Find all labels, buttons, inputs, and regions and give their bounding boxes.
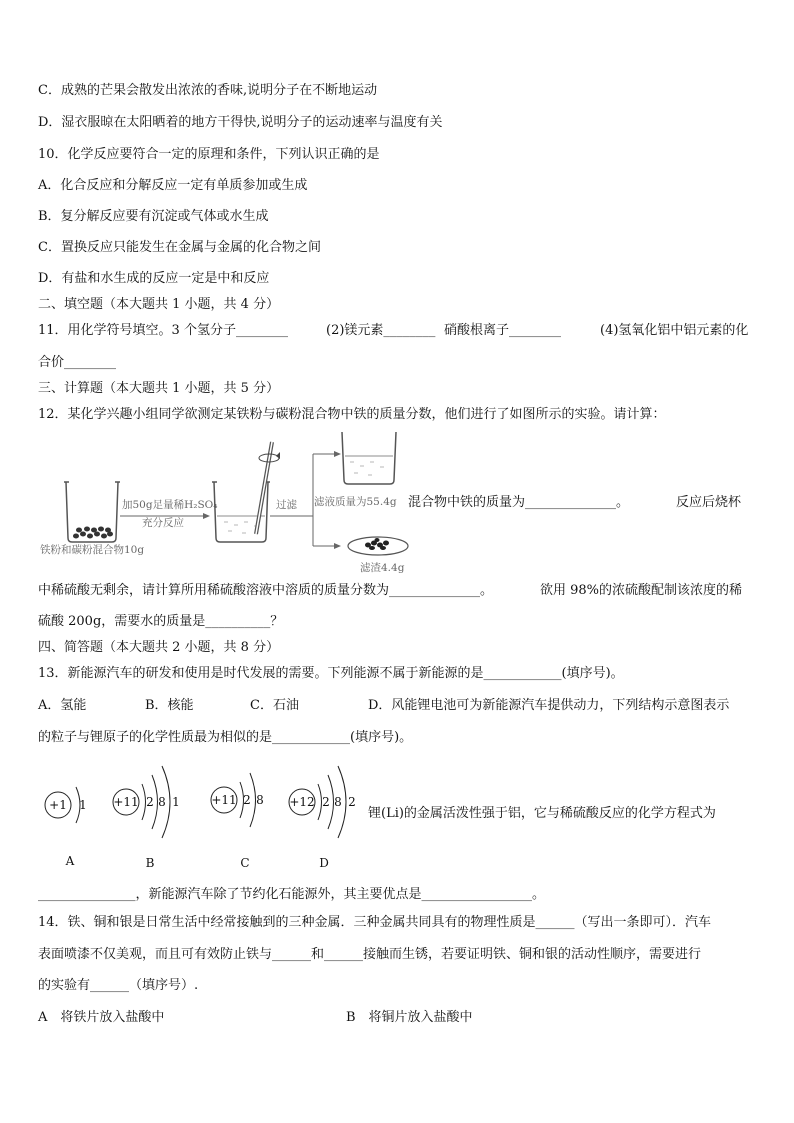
- q13-similar-particle: 的粒子与锂原子的化学性质最为相似的是____________(填序号)。: [38, 730, 413, 745]
- beaker-filtrate: [342, 432, 396, 484]
- reagent-sub-label: 充分反应: [142, 517, 184, 529]
- option-c-mango: C．成熟的芒果会散发出浓浓的香味,说明分子在不断地运动: [38, 83, 378, 98]
- svg-text:8: 8: [256, 793, 264, 807]
- q14-experiments: 的实验有______（填序号）.: [38, 978, 199, 993]
- svg-text:+11: +11: [211, 793, 237, 807]
- q12-water-mass: 硫酸 200g，需要水的质量是__________？: [38, 614, 284, 629]
- svg-text:2: 2: [146, 795, 154, 809]
- atom-b: [113, 766, 180, 870]
- q13-option-b: B．核能: [145, 698, 194, 713]
- section-short-answer-heading: 四、简答题（本大题共 2 小题，共 8 分）: [38, 640, 280, 655]
- svg-text:8: 8: [158, 795, 166, 809]
- q14-option-a: A 将铁片放入盐酸中: [38, 1010, 165, 1025]
- question-12: 12．某化学兴趣小组同学欲测定某铁粉与碳粉混合物中铁的质量分数，他们进行了如图所示的实验。请计算：: [38, 407, 666, 422]
- mixture-label: 铁粉和碳粉混合物10g: [40, 544, 145, 556]
- svg-text:1: 1: [79, 798, 87, 812]
- svg-text:B: B: [145, 856, 155, 870]
- question-10: 10．化学反应要符合一定的原理和条件，下列认识正确的是: [38, 147, 380, 162]
- q10-option-b: B．复分解反应要有沉淀或气体或水生成: [38, 209, 269, 224]
- svg-text:2: 2: [322, 795, 330, 809]
- section-calc-heading: 三、计算题（本大题共 1 小题，共 5 分）: [38, 381, 280, 396]
- svg-text:C: C: [240, 856, 250, 870]
- residue-label: 滤渣4.4g: [360, 562, 405, 574]
- svg-text:2: 2: [243, 793, 251, 807]
- beaker-reaction: [212, 442, 280, 542]
- question-11-part4: (4)氢氧化铝中铝元素的化: [600, 323, 749, 338]
- q13-lithium-equation: 锂(Li)的金属活泼性强于铝，它与稀硫酸反应的化学方程式为: [368, 806, 716, 821]
- q13-option-d: D．风能锂电池可为新能源汽车提供动力，下列结构示意图表示: [368, 698, 730, 713]
- q13-option-c: C．石油: [250, 698, 299, 713]
- svg-text:2: 2: [348, 795, 356, 809]
- atom-structure-diagrams: [38, 755, 368, 875]
- q14-option-b: B 将铜片放入盐酸中: [346, 1010, 473, 1025]
- atom-d: [289, 766, 356, 870]
- q13-advantages: _______________，新能源汽车除了节约化石能源外，其主要优点是_________________。: [38, 887, 546, 902]
- q10-option-d: D．有盐和水生成的反应一定是中和反应: [38, 271, 270, 286]
- atom-a: [45, 787, 87, 868]
- question-11-part3: 硝酸根离子________: [444, 323, 562, 338]
- atom-c: [211, 773, 264, 870]
- q13-option-a: A．氢能: [38, 698, 87, 713]
- filtrate-label: 滤液质量为55.4g: [314, 496, 397, 508]
- question-14: 14．铁、铜和银是日常生活中经常接触到的三种金属．三种金属共同具有的物理性质是______（写出一条即可）．汽车: [38, 915, 712, 930]
- svg-text:+12: +12: [289, 795, 315, 809]
- option-d-clothes: D．湿衣服晾在太阳晒着的地方干得快,说明分子的运动速率与温度有关: [38, 115, 443, 130]
- question-11-part2: (2)镁元素________: [326, 323, 436, 338]
- experiment-diagram: [38, 430, 418, 575]
- section-fill-in-heading: 二、填空题（本大题共 1 小题，共 4 分）: [38, 297, 280, 312]
- q10-option-a: A．化合反应和分解反应一定有单质参加或生成: [38, 178, 308, 193]
- question-13: 13．新能源汽车的研发和使用是时代发展的需要。下列能源不属于新能源的是____________(填序号)。: [38, 666, 624, 681]
- q12-after-reaction: 反应后烧杯: [676, 495, 742, 510]
- svg-text:+1: +1: [49, 798, 67, 812]
- svg-text:8: 8: [334, 795, 342, 809]
- dish-residue: [348, 537, 408, 555]
- question-11-cont: 合价________: [38, 355, 117, 370]
- reagent-label: 加50g足量稀H₂SO₄: [122, 499, 218, 511]
- q12-iron-mass: 混合物中铁的质量为______________。: [408, 495, 630, 510]
- svg-text:A: A: [65, 854, 75, 868]
- svg-text:1: 1: [172, 795, 180, 809]
- q12-dilute-prompt: 欲用 98%的浓硫酸配制该浓度的稀: [540, 583, 743, 598]
- question-11-part1: 11．用化学符号填空。3 个氢分子________: [38, 323, 288, 338]
- beaker-mixture: [64, 482, 120, 542]
- q10-option-c: C．置换反应只能发生在金属与金属的化合物之间: [38, 240, 321, 255]
- q14-rust: 表面喷漆不仅美观，而且可有效防止铁与______和______接触而生锈，若要证明铁、铜和银的活动性顺序，需要进行: [38, 947, 702, 962]
- svg-text:D: D: [319, 856, 329, 870]
- q12-acid-fraction: 中稀硫酸无剩余，请计算所用稀硫酸溶液中溶质的质量分数为______________。: [38, 583, 494, 598]
- filter-label: 过滤: [276, 499, 297, 511]
- svg-text:+11: +11: [113, 795, 139, 809]
